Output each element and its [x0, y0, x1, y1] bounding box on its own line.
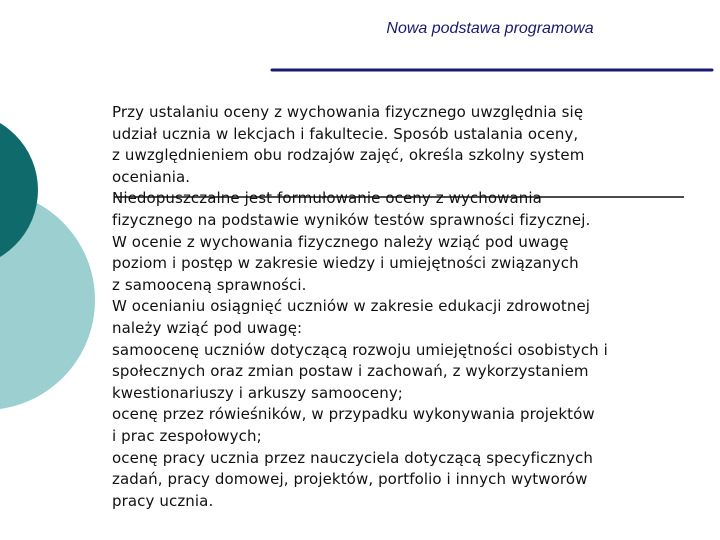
slide-body-text — [112, 102, 712, 512]
body-text-line: pracy ucznia. — [112, 491, 214, 510]
body-text-line: udział ucznia w lekcjach i fakultecie. Sposób ustalania oceny, — [112, 124, 579, 143]
body-text-line: oceniania. — [112, 167, 191, 186]
body-text-line: ocenę pracy ucznia przez nauczyciela dotyczącą specyficznych — [112, 448, 593, 467]
body-text-line: społecznych oraz zmian postaw i zachowań, z wykorzystaniem — [112, 362, 589, 381]
body-text-line: i prac zespołowych; — [112, 426, 262, 445]
slide-title: Nowa podstawa programowa — [386, 20, 594, 37]
body-text-line: z samooceną sprawności. — [112, 275, 307, 294]
body-text-line: poziom i postęp w zakresie wiedzy i umiejętności związanych — [112, 254, 579, 273]
body-text-line: ocenę przez rówieśników, w przypadku wykonywania projektów — [112, 405, 595, 424]
body-text-line: z uwzględnieniem obu rodzajów zajęć, określa szkolny system — [112, 146, 585, 165]
body-text-line: zadań, pracy domowej, projektów, portfolio i innych wytworów — [112, 470, 588, 489]
body-text-line: W ocenianiu osiągnięć uczniów w zakresie edukacji zdrowotnej — [112, 297, 591, 316]
body-text-line: Niedopuszczalne jest formułowanie oceny z wychowania — [112, 189, 542, 208]
body-text-line: fizycznego na podstawie wyników testów sprawności fizycznej. — [112, 210, 591, 229]
body-text-line: Przy ustalaniu oceny z wychowania fizycznego uwzględnia się — [112, 103, 584, 121]
body-text-line: kwestionariuszy i arkuszy samooceny; — [112, 383, 403, 402]
body-text-line: W ocenie z wychowania fizycznego należy wziąć pod uwagę — [112, 232, 569, 251]
body-text-line: należy wziąć pod uwagę: — [112, 318, 303, 337]
body-text-line: samoocenę uczniów dotyczącą rozwoju umiejętności osobistych i — [112, 340, 608, 359]
